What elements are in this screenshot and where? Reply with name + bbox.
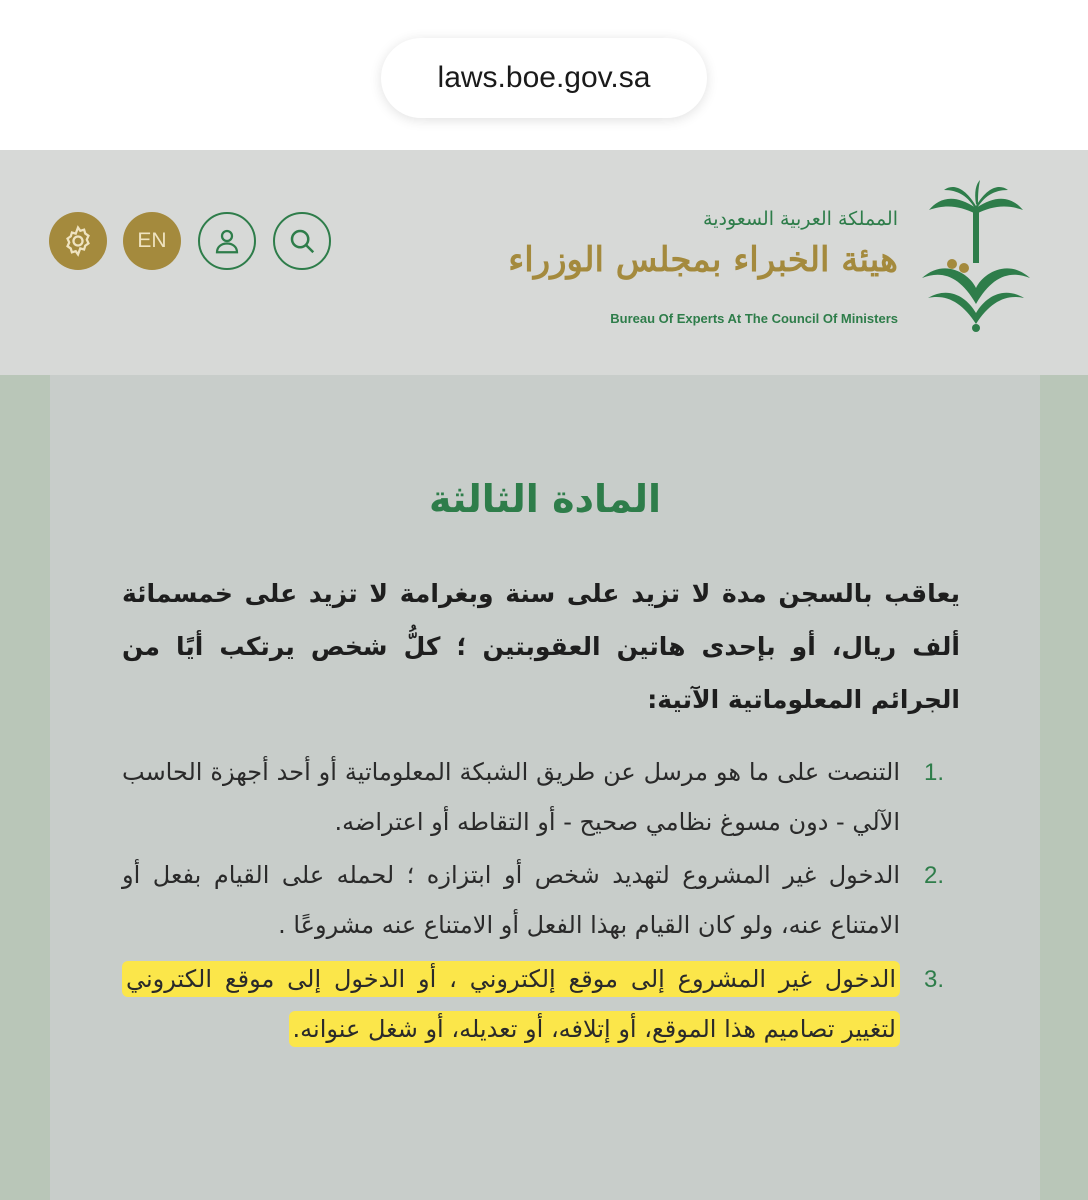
- site-header: [0, 150, 1088, 375]
- article-items: [122, 747, 960, 1054]
- language-label: EN: [137, 229, 167, 252]
- logo-arabic-top: المملكة العربية السعودية: [703, 208, 898, 230]
- right-margin: [1040, 375, 1088, 1200]
- list-item: [122, 850, 960, 950]
- browser-top-bar: [0, 0, 1088, 150]
- url-bar[interactable]: laws.boe.gov.sa: [381, 38, 707, 118]
- item-number: 2.: [923, 862, 944, 889]
- user-icon: [212, 226, 242, 256]
- settings-button[interactable]: [49, 212, 107, 270]
- highlighted-text: الدخول غير المشروع إلى موقع إلكتروني ، أو الدخول إلى موقع الكتروني لتغيير تصاميم هذا الموقع، أو إتلافه، أو تعديله، أو شغل عنوانه.: [122, 961, 900, 1047]
- article-intro: يعاقب بالسجن مدة لا تزيد على سنة وبغرامة لا تزيد على خمسمائة ألف ريال، أو بإحدى هاتين العقوبتين ؛ كلُّ شخص يرتكب أيًا من الجرائم المعلوماتية الآتية:: [122, 579, 960, 714]
- site-page: [0, 150, 1088, 1200]
- article-content: [50, 375, 1040, 1200]
- list-item: [122, 747, 960, 847]
- left-margin: [0, 375, 50, 1200]
- user-button[interactable]: [198, 212, 256, 270]
- site-logo[interactable]: [508, 178, 1038, 338]
- language-button[interactable]: [123, 212, 181, 270]
- logo-english: Bureau Of Experts At The Council Of Ministers: [610, 311, 898, 326]
- search-icon: [287, 226, 317, 256]
- palm-emblem-icon: [914, 178, 1038, 338]
- gear-icon: [61, 224, 95, 258]
- item-text: الدخول غير المشروع لتهديد شخص أو ابتزازه ؛ لحمله على القيام بفعل أو الامتناع عنه، ولو كان القيام بهذا الفعل أو الامتناع عنه مشروعًا .: [122, 861, 900, 939]
- logo-arabic-main: هيئة الخبراء بمجلس الوزراء: [508, 240, 898, 280]
- list-item-highlighted: [122, 954, 960, 1054]
- item-text: التنصت على ما هو مرسل عن طريق الشبكة المعلوماتية أو أحد أجهزة الحاسب الآلي - دون مسوغ نظامي صحيح - أو التقاطه أو اعتراضه.: [122, 758, 900, 836]
- search-button[interactable]: [273, 212, 331, 270]
- article-title: المادة الثالثة: [428, 477, 662, 521]
- item-number: 1.: [923, 759, 944, 786]
- item-number: 3.: [923, 966, 944, 993]
